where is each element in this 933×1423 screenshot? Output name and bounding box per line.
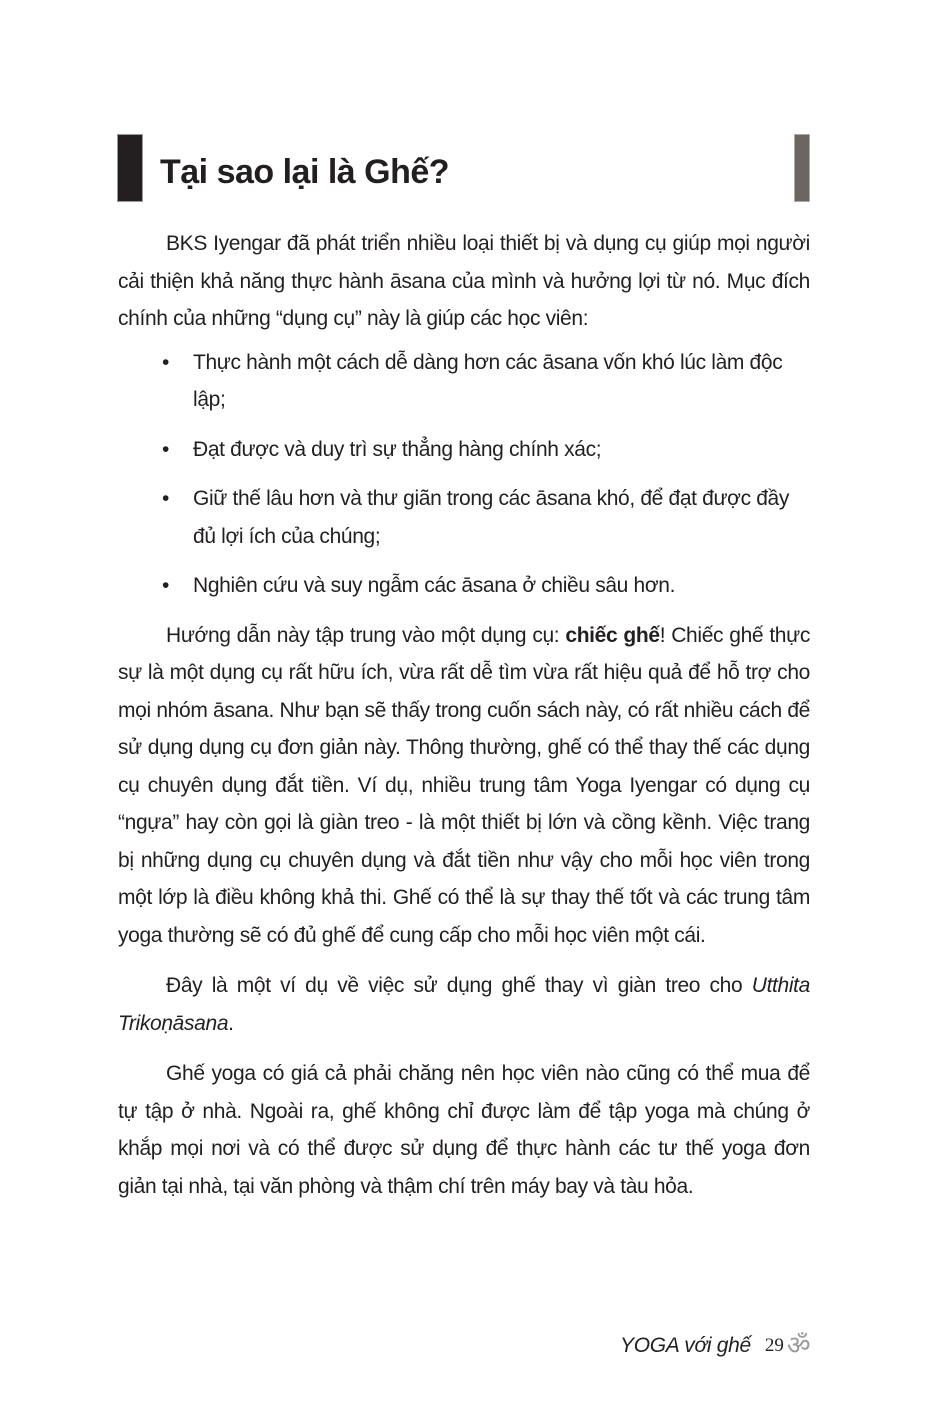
paragraph-affordable: Ghế yoga có giá cả phải chăng nên học viên nào cũng có thể mua để tự tập ở nhà. Ngoài ra, ghế không chỉ được làm để tập yoga mà chúng ở khắp mọi nơi và có thể được sử dụng để thực hành các tư thế yoga đơn giản tại nhà, tại văn phòng và thậm chí trên máy bay và tàu hỏa. bbox=[118, 1062, 810, 1198]
bullet-item: • Đạt được và duy trì sự thẳng hàng chính xác; bbox=[118, 431, 810, 469]
bullet-item: • Thực hành một cách dễ dàng hơn các āsana vốn khó lúc làm độc lập; bbox=[118, 344, 810, 419]
bullet-item: • Giữ thế lâu hơn và thư giãn trong các āsana khó, để đạt được đầy đủ lợi ích của chúng; bbox=[118, 480, 810, 555]
book-title: YOGA với ghế bbox=[620, 1334, 751, 1357]
text-run: ! Chiếc ghế thực sự là một dụng cụ rất hữu ích, vừa rất dễ tìm vừa rất hiệu quả để hỗ trợ cho mọi nhóm āsana. Như bạn sẽ thấy trong cuốn sách này, có rất nhiều cách để sử dụng dụng cụ đơn giản này. Thông thường, ghế có thể thay thế các dụng cụ chuyên dụng đắt tiền. Ví dụ, nhiều trung tâm Yoga Iyengar có dụng cụ “ngựa” hay còn gọi là giàn treo - là một thiết bị lớn và cồng kềnh. Việc trang bị những dụng cụ chuyên dụng và đắt tiền như vậy cho mỗi học viên trong một lớp là điều không khả thi. Ghế có thể là sự thay thế tốt và các trung tâm yoga thường sẽ có đủ ghế để cung cấp cho mỗi học viên một cái. bbox=[118, 623, 810, 947]
body-text bbox=[118, 225, 810, 1205]
page-number: 29 bbox=[764, 1335, 784, 1356]
pose-name: Utthita Trikoṇāsana bbox=[118, 974, 810, 1035]
bullet-item: • Nghiên cứu và suy ngẫm các āsana ở chiều sâu hơn. bbox=[118, 567, 810, 605]
paragraph-example bbox=[118, 967, 810, 1042]
paragraph-chair bbox=[118, 617, 810, 955]
bold-emphasis: chiếc ghế bbox=[565, 623, 660, 647]
page-heading: Tại sao lại là Ghế? bbox=[160, 153, 450, 191]
bullet-list bbox=[118, 344, 810, 605]
heading-bar-left bbox=[118, 135, 142, 201]
paragraph-intro: BKS Iyengar đã phát triển nhiều loại thiết bị và dụng cụ giúp mọi người cải thiện khả năng thực hành āsana của mình và hưởng lợi từ nó. Mục đích chính của những “dụng cụ” này là giúp các học viên: bbox=[118, 232, 810, 330]
text-run: . bbox=[228, 1011, 234, 1035]
page-footer bbox=[620, 1328, 811, 1364]
heading-bar-right bbox=[795, 135, 809, 201]
text-run: Đây là một ví dụ về việc sử dụng ghế thay vì giàn treo cho bbox=[166, 974, 752, 997]
text-run: Hướng dẫn này tập trung vào một dụng cụ: bbox=[166, 623, 566, 647]
om-icon: ॐ bbox=[786, 1331, 811, 1361]
